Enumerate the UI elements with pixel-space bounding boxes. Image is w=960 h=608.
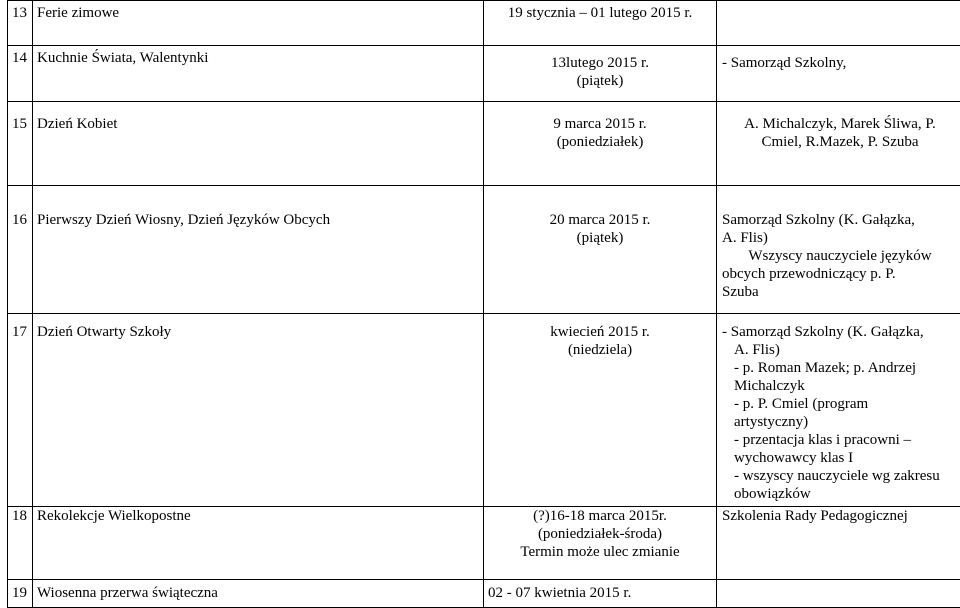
date-line: 02 - 07 kwietnia 2015 r. xyxy=(488,584,716,602)
responsible-persons xyxy=(717,102,960,186)
responsible-line: Wszyscy nauczyciele języków xyxy=(722,247,958,265)
responsible-persons xyxy=(717,186,960,314)
date-line: Termin może ulec zmianie xyxy=(484,543,716,561)
row-number: 15 xyxy=(8,102,33,186)
responsible-line: A. Michalczyk, Marek Śliwa, P. xyxy=(722,115,958,133)
event-name: Wiosenna przerwa świąteczna xyxy=(33,580,484,608)
school-calendar-table xyxy=(7,0,960,608)
event-name: Dzień Otwarty Szkoły xyxy=(33,314,484,507)
date-line: (poniedziałek) xyxy=(484,133,716,151)
responsible-line: Samorząd Szkolny (K. Gałązka, xyxy=(722,211,958,229)
row-number: 18 xyxy=(8,507,33,580)
responsible-persons xyxy=(717,580,960,608)
date-line: 20 marca 2015 r. xyxy=(484,211,716,229)
responsible-line: - przentacja klas i pracowni – xyxy=(722,431,958,449)
table-row xyxy=(8,1,960,46)
row-number: 19 xyxy=(8,580,33,608)
table-row xyxy=(8,314,960,507)
responsible-line: wychowawcy klas I xyxy=(722,449,958,467)
event-name: Pierwszy Dzień Wiosny, Dzień Języków Obcych xyxy=(33,186,484,314)
date-line: (piątek) xyxy=(484,229,716,247)
responsible-line: - wszyscy nauczyciele wg zakresu xyxy=(722,467,958,485)
responsible-line: - p. Roman Mazek; p. Andrzej xyxy=(722,359,958,377)
event-date xyxy=(484,186,717,314)
date-line: (piątek) xyxy=(484,72,716,90)
date-line: (poniedziałek-środa) xyxy=(484,525,716,543)
date-line: 19 stycznia – 01 lutego 2015 r. xyxy=(484,4,716,22)
responsible-persons xyxy=(717,46,960,102)
responsible-line: obcych przewodniczący p. P. xyxy=(722,265,958,283)
responsible-persons xyxy=(717,1,960,46)
responsible-line: artystyczny) xyxy=(722,413,958,431)
responsible-line: Szuba xyxy=(722,283,958,301)
responsible-line: Michalczyk xyxy=(722,377,958,395)
table-row xyxy=(8,102,960,186)
event-date xyxy=(484,102,717,186)
event-name: Rekolekcje Wielkopostne xyxy=(33,507,484,580)
responsible-line: - p. P. Cmiel (program xyxy=(722,395,958,413)
date-line: (?)16-18 marca 2015r. xyxy=(484,507,716,525)
event-date xyxy=(484,1,717,46)
date-line: 13lutego 2015 r. xyxy=(484,54,716,72)
date-line: kwiecień 2015 r. xyxy=(484,323,716,341)
table-row xyxy=(8,46,960,102)
responsible-line: - Samorząd Szkolny, xyxy=(722,54,958,72)
date-line: 9 marca 2015 r. xyxy=(484,115,716,133)
event-name: Kuchnie Świata, Walentynki xyxy=(33,46,484,102)
row-number: 14 xyxy=(8,46,33,102)
responsible-persons xyxy=(717,314,960,507)
responsible-persons xyxy=(717,507,960,580)
date-line: (niedziela) xyxy=(484,341,716,359)
responsible-line: A. Flis) xyxy=(722,229,958,247)
responsible-line: A. Flis) xyxy=(722,341,958,359)
table-row xyxy=(8,507,960,580)
event-date xyxy=(484,314,717,507)
responsible-line: Szkolenia Rady Pedagogicznej xyxy=(722,507,958,525)
event-date xyxy=(484,507,717,580)
row-number: 16 xyxy=(8,186,33,314)
row-number: 13 xyxy=(8,1,33,46)
table-row xyxy=(8,580,960,608)
event-date xyxy=(484,46,717,102)
responsible-line: Cmiel, R.Mazek, P. Szuba xyxy=(722,133,958,151)
event-date xyxy=(484,580,717,608)
responsible-line: - Samorząd Szkolny (K. Gałązka, xyxy=(722,323,958,341)
row-number: 17 xyxy=(8,314,33,507)
event-name: Ferie zimowe xyxy=(33,1,484,46)
responsible-line: obowiązków xyxy=(722,485,958,503)
event-name: Dzień Kobiet xyxy=(33,102,484,186)
table-row xyxy=(8,186,960,314)
